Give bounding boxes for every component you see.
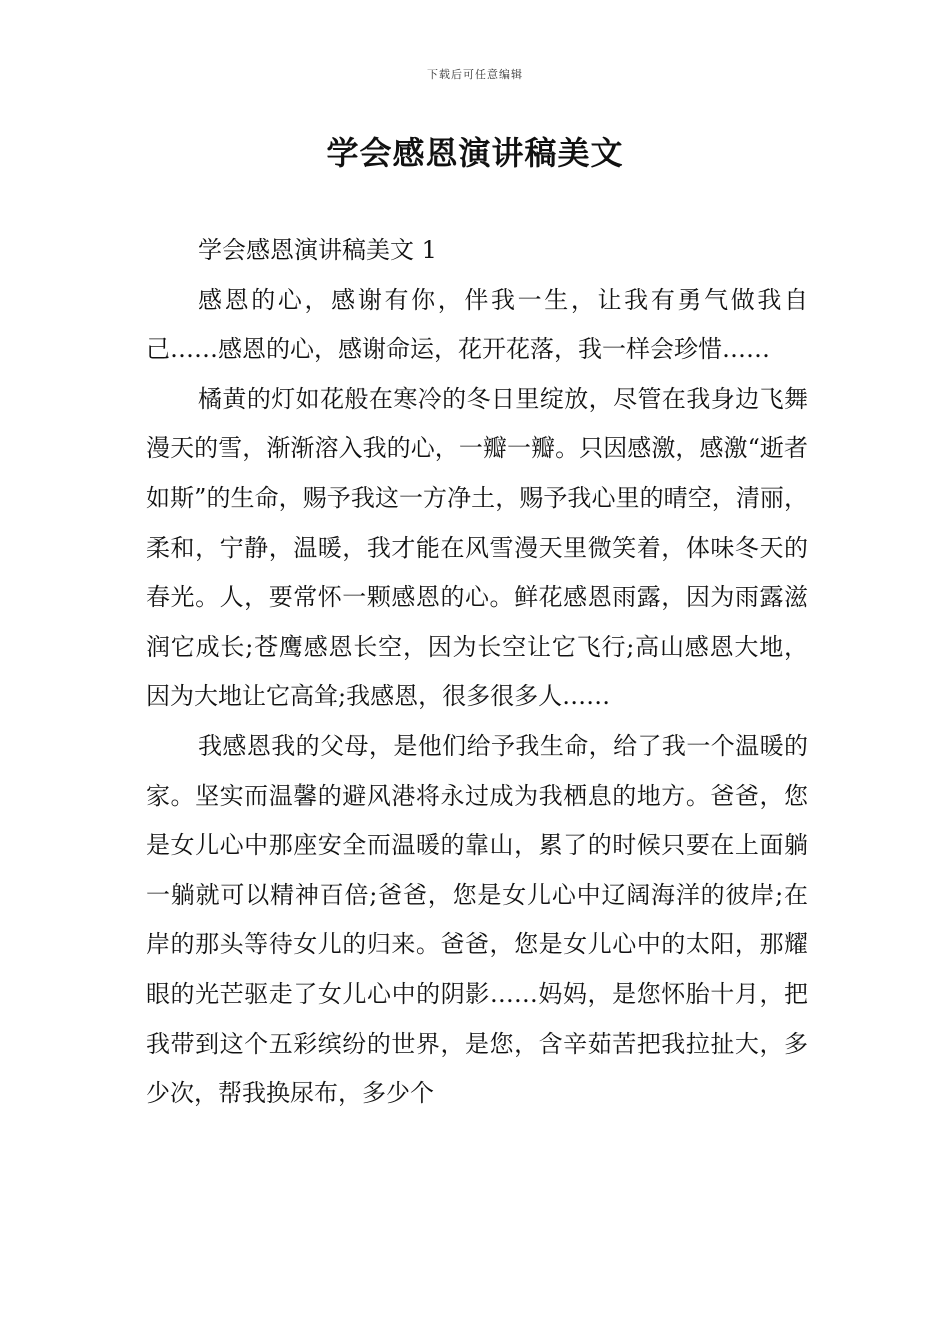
- paragraph-2: 橘黄的灯如花般在寒冷的冬日里绽放，尽管在我身边飞舞漫天的雪，渐渐溶入我的心，一瓣一瓣。只因感激，感激“逝者如斯”的生命，赐予我这一方净土，赐予我心里的晴空，清丽，柔和，宁静，温暖，我才能在风雪漫天里微笑着，体味冬天的春光。人，要常怀一颗感恩的心。鲜花感恩雨露，因为雨露滋润它成长;苍鹰感恩长空，因为长空让它飞行;高山感恩大地，因为大地让它高耸;我感恩，很多很多人……: [146, 384, 808, 711]
- section-heading: 学会感恩演讲稿美文 1: [198, 236, 437, 264]
- document-body: [146, 226, 808, 1119]
- header-note: 下载后可任意编辑: [427, 68, 523, 81]
- paragraph-1: 感恩的心，感谢有你，伴我一生，让我有勇气做我自己……感恩的心，感谢命运，花开花落，我一样会珍惜……: [146, 285, 808, 364]
- document-title: 学会感恩演讲稿美文: [326, 134, 624, 172]
- paragraph-3: 我感恩我的父母，是他们给予我生命，给了我一个温暖的家。坚实而温馨的避风港将永过成为我栖息的地方。爸爸，您是女儿心中那座安全而温暖的靠山，累了的时候只要在上面躺一躺就可以精神百倍;爸爸，您是女儿心中辽阔海洋的彼岸;在岸的那头等待女儿的归来。爸爸，您是女儿心中的太阳，那耀眼的光芒驱走了女儿心中的阴影……妈妈，是您怀胎十月，把我带到这个五彩缤纷的世界，是您，含辛茹苦把我拉扯大，多少次，帮我换尿布，多少个: [146, 731, 808, 1108]
